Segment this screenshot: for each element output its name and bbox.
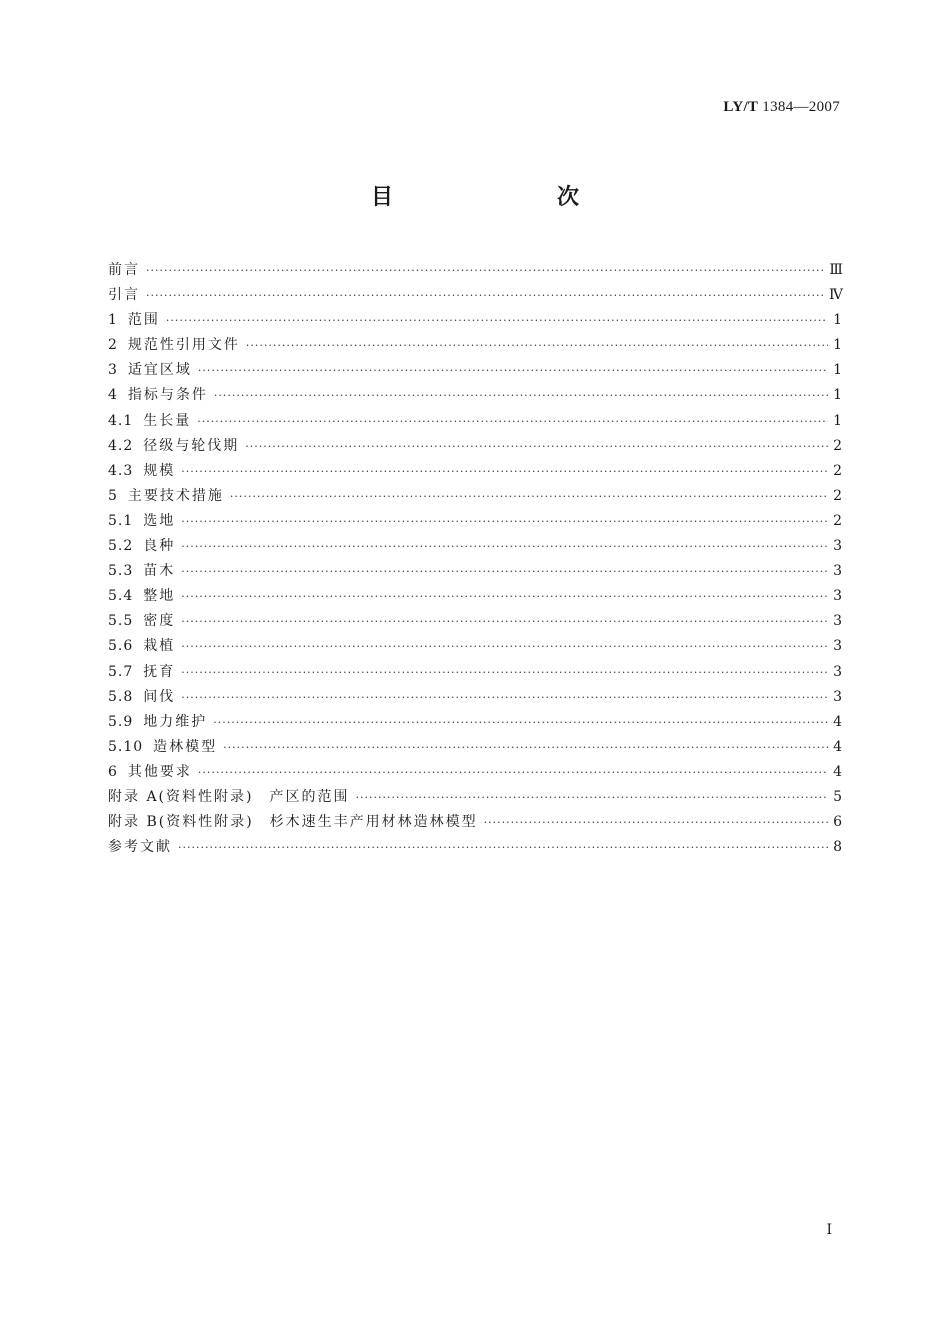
toc-entry[interactable] bbox=[108, 358, 842, 383]
toc-entry-page: 4 bbox=[833, 713, 842, 730]
toc-leader-dots bbox=[197, 409, 828, 434]
toc-entry-number: 1 bbox=[108, 312, 118, 329]
toc-entry[interactable] bbox=[108, 785, 842, 810]
toc-entry[interactable] bbox=[108, 660, 842, 685]
toc-leader-dots bbox=[230, 484, 828, 509]
toc-entry-label: 栽植 bbox=[143, 638, 176, 655]
toc-entry-label: 苗木 bbox=[143, 563, 176, 580]
toc-entry-number: 5.8 bbox=[108, 688, 134, 705]
toc-leader-dots bbox=[198, 760, 828, 785]
toc-leader-dots bbox=[245, 434, 828, 459]
toc-entry-number: 2 bbox=[108, 337, 118, 354]
toc-entry[interactable] bbox=[108, 559, 842, 584]
toc-leader-dots bbox=[181, 685, 828, 710]
toc-entry[interactable] bbox=[108, 685, 842, 710]
toc-entry-number: 5 bbox=[108, 487, 118, 504]
toc-entry-label: 抚育 bbox=[143, 663, 176, 680]
toc-entry-label: 选地 bbox=[143, 512, 176, 529]
toc-entry-label: 间伐 bbox=[143, 688, 176, 705]
toc-entry[interactable] bbox=[108, 634, 842, 659]
toc-entry[interactable] bbox=[108, 534, 842, 559]
toc-leader-dots bbox=[181, 509, 828, 534]
toc-entry-label: 范围 bbox=[127, 312, 160, 329]
standard-prefix: LY/T bbox=[723, 99, 759, 115]
toc-entry-page: 3 bbox=[833, 663, 842, 680]
toc-entry-label: 附录 B(资料性附录) 杉木速生丰产用材林造林模型 bbox=[108, 814, 478, 831]
toc-leader-dots bbox=[246, 333, 828, 358]
toc-entry-page: 3 bbox=[833, 563, 842, 580]
toc-entry-page: 3 bbox=[833, 613, 842, 630]
toc-entry-label: 密度 bbox=[143, 613, 176, 630]
toc-entry-number: 5.1 bbox=[108, 512, 134, 529]
toc-leader-dots bbox=[355, 785, 828, 810]
toc-entry-number: 6 bbox=[108, 763, 118, 780]
toc-leader-dots bbox=[181, 534, 828, 559]
toc-entry-page: 2 bbox=[833, 512, 842, 529]
toc-entry-number: 3 bbox=[108, 362, 118, 379]
toc-entry-label: 生长量 bbox=[143, 412, 192, 429]
toc-entry[interactable] bbox=[108, 710, 842, 735]
toc-entry-page: 5 bbox=[833, 788, 842, 805]
toc-entry-number: 5.2 bbox=[108, 538, 134, 555]
toc-leader-dots bbox=[213, 710, 828, 735]
standard-number: 1384—2007 bbox=[762, 99, 840, 115]
toc-entry-label: 良种 bbox=[143, 538, 176, 555]
toc-entry-number: 5.6 bbox=[108, 638, 134, 655]
toc-entry-label: 附录 A(资料性附录) 产区的范围 bbox=[108, 788, 350, 805]
standard-code bbox=[723, 99, 840, 116]
toc-entry-label: 规范性引用文件 bbox=[127, 337, 240, 354]
toc-entry-number: 5.3 bbox=[108, 563, 134, 580]
toc-entry-number: 5.5 bbox=[108, 613, 134, 630]
toc-entry-page: 1 bbox=[833, 387, 842, 404]
toc-leader-dots bbox=[198, 358, 828, 383]
page-title: 目 次 bbox=[370, 185, 619, 210]
toc-entry-label: 引言 bbox=[108, 287, 140, 304]
toc-entry[interactable] bbox=[108, 409, 842, 434]
toc-entry[interactable] bbox=[108, 434, 842, 459]
toc-entry[interactable] bbox=[108, 308, 842, 333]
toc-entry-label: 整地 bbox=[143, 588, 176, 605]
toc-entry-page: 1 bbox=[833, 337, 842, 354]
toc-entry-page: 8 bbox=[833, 839, 842, 856]
toc-entry-page: 4 bbox=[833, 763, 842, 780]
toc-leader-dots bbox=[223, 735, 828, 760]
toc-entry[interactable] bbox=[108, 258, 842, 283]
page-number: I bbox=[826, 1222, 832, 1238]
toc-leader-dots bbox=[178, 835, 828, 860]
toc-entry-number: 5.9 bbox=[108, 713, 134, 730]
toc-entry-page: 4 bbox=[833, 738, 842, 755]
toc-entry-label: 指标与条件 bbox=[127, 387, 208, 404]
toc-leader-dots bbox=[484, 810, 828, 835]
toc-entry-page: 1 bbox=[833, 412, 842, 429]
toc-leader-dots bbox=[181, 634, 828, 659]
toc-leader-dots bbox=[146, 258, 825, 283]
toc-entry-page: 2 bbox=[833, 487, 842, 504]
toc-leader-dots bbox=[181, 559, 828, 584]
toc-entry-page: 3 bbox=[833, 538, 842, 555]
toc-entry-label: 径级与轮伐期 bbox=[143, 437, 240, 454]
toc-entry-label: 参考文献 bbox=[108, 839, 172, 856]
toc-entry[interactable] bbox=[108, 810, 842, 835]
toc-entry-label: 地力维护 bbox=[143, 713, 208, 730]
toc-entry[interactable] bbox=[108, 509, 842, 534]
toc-entry-label: 造林模型 bbox=[153, 738, 218, 755]
toc-leader-dots bbox=[181, 609, 828, 634]
toc-leader-dots bbox=[214, 383, 828, 408]
toc-entry-page: 1 bbox=[833, 362, 842, 379]
toc-entry[interactable] bbox=[108, 584, 842, 609]
toc-entry[interactable] bbox=[108, 484, 842, 509]
toc-entry-page: 1 bbox=[833, 312, 842, 329]
toc-entry-page: Ⅳ bbox=[828, 287, 843, 304]
toc-entry-page: 3 bbox=[833, 638, 842, 655]
toc-entry-label: 适宜区域 bbox=[127, 362, 192, 379]
toc-entry[interactable] bbox=[108, 760, 842, 785]
toc-entry[interactable] bbox=[108, 283, 842, 308]
toc-entry-page: Ⅲ bbox=[829, 262, 843, 278]
toc-leader-dots bbox=[181, 459, 828, 484]
toc-entry-label: 规模 bbox=[143, 462, 176, 479]
toc-entry-number: 4 bbox=[108, 387, 118, 404]
toc-entry[interactable] bbox=[108, 735, 842, 760]
toc-entry-number: 4.3 bbox=[108, 462, 134, 479]
toc-entry-number: 4.1 bbox=[108, 412, 134, 429]
toc-entry[interactable] bbox=[108, 333, 842, 358]
table-of-contents bbox=[108, 258, 842, 860]
toc-entry[interactable] bbox=[108, 459, 842, 484]
toc-leader-dots bbox=[166, 308, 828, 333]
toc-entry-number: 5.7 bbox=[108, 663, 134, 680]
toc-leader-dots bbox=[181, 584, 828, 609]
toc-entry-number: 5.10 bbox=[108, 738, 144, 755]
toc-entry-page: 2 bbox=[833, 437, 842, 454]
toc-entry-number: 4.2 bbox=[108, 437, 134, 454]
toc-entry-label: 前言 bbox=[108, 262, 140, 278]
toc-entry-page: 6 bbox=[833, 814, 842, 831]
toc-entry-number: 5.4 bbox=[108, 588, 134, 605]
toc-entry[interactable] bbox=[108, 383, 842, 408]
toc-entry-label: 主要技术措施 bbox=[127, 487, 224, 504]
toc-entry[interactable] bbox=[108, 609, 842, 634]
toc-leader-dots bbox=[146, 283, 825, 308]
toc-leader-dots bbox=[181, 660, 828, 685]
toc-entry[interactable] bbox=[108, 835, 842, 860]
toc-entry-label: 其他要求 bbox=[127, 763, 192, 780]
toc-entry-page: 2 bbox=[833, 462, 842, 479]
toc-entry-page: 3 bbox=[833, 588, 842, 605]
toc-entry-page: 3 bbox=[833, 688, 842, 705]
